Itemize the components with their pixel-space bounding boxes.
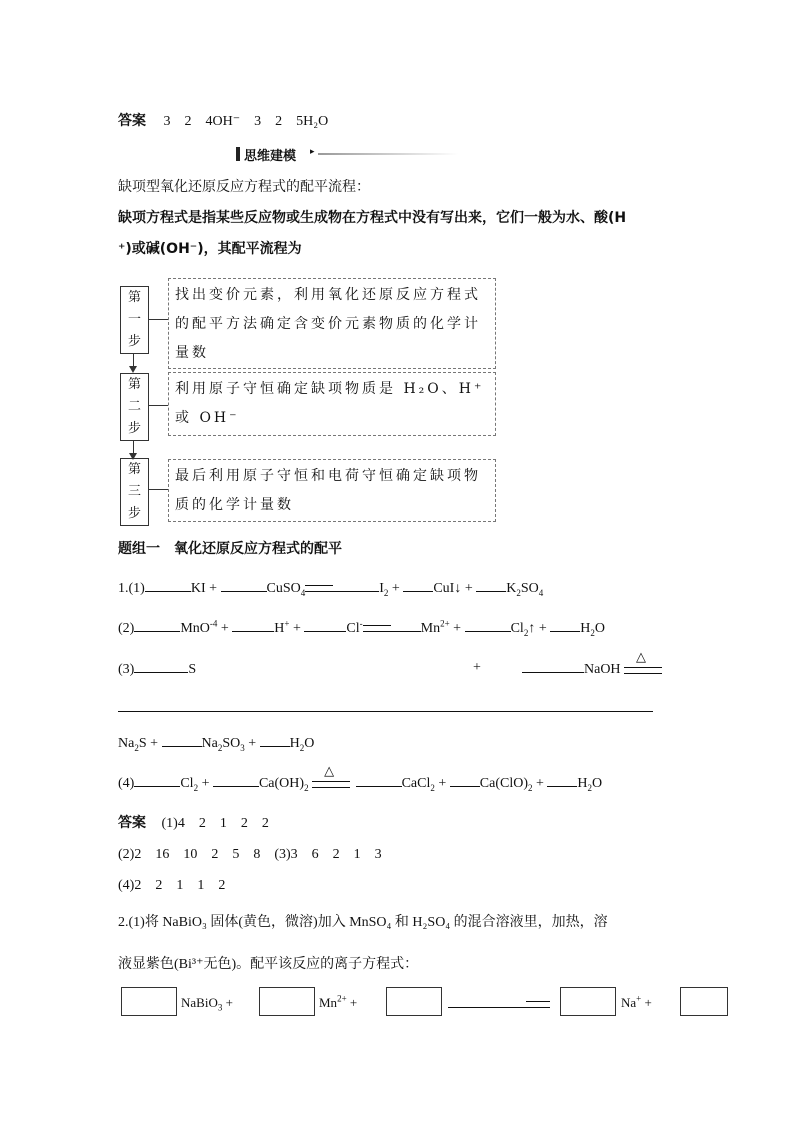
arrow-down-icon [129,366,137,373]
blank[interactable] [403,579,433,592]
step-1-text: 找出变价元素，利用氧化还原反应方程式的配平方法确定含变价元素物质的化学计量数 [168,278,496,369]
equals-sign [526,1001,550,1008]
q2-term-mn: $Mn^{2+}$ + [319,993,358,1010]
answer-q1-line2: (2)2 16 10 2 5 8 (3)3 6 2 1 3 [118,847,382,862]
tag-arrow-icon: ▸ [310,146,315,156]
answer-label: 答案 [118,815,146,831]
q1-part3-products: $Na_2S + Na_2SO_3 + H_2O$ [118,736,315,753]
step-2-text: 利用原子守恒确定缺项物质是 H₂O、H⁺ 或 OH⁻ [168,372,496,436]
step-2-connector [149,405,168,406]
intro-line2: ⁺)或碱(OH⁻)，其配平流程为 [118,241,302,257]
equals-sign [305,585,333,592]
q2-term-na: Na+ + [621,993,652,1010]
blank[interactable] [547,774,577,787]
heat-triangle-icon: △ [324,762,335,778]
intro-title: 缺项型氧化还原反应方程式的配平流程： [118,179,370,195]
step-3-text: 最后利用原子守恒和电荷守恒确定缺项物质的化学计量数 [168,459,496,522]
answer-box[interactable] [121,987,177,1016]
tag-divider [318,153,458,155]
step-3-connector [149,489,168,490]
q1-part3: (3) S [118,662,197,677]
q1-part3-plus: + [473,660,481,675]
q2-blank-and-equals [448,995,550,1013]
step-1-label: 第 一 步 [120,286,149,354]
blank[interactable] [356,774,402,787]
equals-sign [624,667,662,674]
heat-triangle-icon: △ [636,648,647,664]
answer-box[interactable] [680,987,728,1016]
answer-line [118,711,653,712]
answer-box[interactable] [560,987,616,1016]
blank[interactable] [476,579,506,592]
answer-values: 3 2 4OH⁻ 3 2 5H₂O [163,114,329,129]
answer-box[interactable] [386,987,442,1016]
step-1-connector [149,319,168,320]
blank[interactable] [522,660,584,673]
tag-marker [236,147,240,161]
blank[interactable] [333,579,379,592]
blank[interactable] [134,774,180,787]
answer-label: 答案 [118,113,146,129]
blank[interactable] [213,774,259,787]
q1-part4: (4) $Cl_2 + Ca(OH)_2$ △ CaCl$_2$ + $Ca(ClO)_2 + H_2O$ [118,762,603,793]
answer-q1-line1: (1)4 2 1 2 2 [161,816,269,831]
q1-part1: 1.(1) KI + CuSO$_4$ $I_2$ + CuI↓ + $K_2SO_4$ [118,581,544,598]
q2-term-nabio3: NaBiO$_3$ + [181,995,233,1013]
blank[interactable] [448,995,526,1008]
blank[interactable] [162,734,202,747]
answer-box[interactable] [259,987,315,1016]
blank[interactable] [450,774,480,787]
q2-line1: 2.(1)将 NaBiO₃ 固体(黄色，微溶)加入 MnSO₄ 和 H₂SO₄ 的混合溶液里，加热，溶 [118,915,608,930]
blank[interactable] [134,660,188,673]
q2-line2: 液显紫色(Bi³⁺无色)。配平该反应的离子方程式： [118,957,419,972]
intro-line1: 缺项方程式是指某些反应物或生成物在方程式中没有写出来，它们一般为水、酸(H [118,210,627,226]
group1-title: 题组一 氧化还原反应方程式的配平 [118,541,342,557]
blank[interactable] [304,619,346,632]
step-3-label: 第 三 步 [120,458,149,526]
q1-part3-naoh: NaOH △ [522,660,664,678]
thinking-tag: 思维建模 [244,149,297,164]
blank[interactable] [465,619,511,632]
blank[interactable] [145,579,191,592]
equals-sign [363,625,391,632]
step-2-label: 第 二 步 [120,373,149,441]
blank[interactable] [221,579,267,592]
q1-part2: (2) MnO$^{-4}$ + H+ + Cl- $Mn^{2+}$ + $Cl_2↑ + H_2O$ [118,618,605,638]
blank[interactable] [134,619,180,632]
blank[interactable] [260,734,290,747]
blank[interactable] [550,619,580,632]
blank[interactable] [391,619,421,632]
answer-q1-first [118,812,269,832]
blank[interactable] [232,619,274,632]
answer-q1-line3: (4)2 2 1 1 2 [118,878,226,893]
equals-sign [312,781,350,788]
